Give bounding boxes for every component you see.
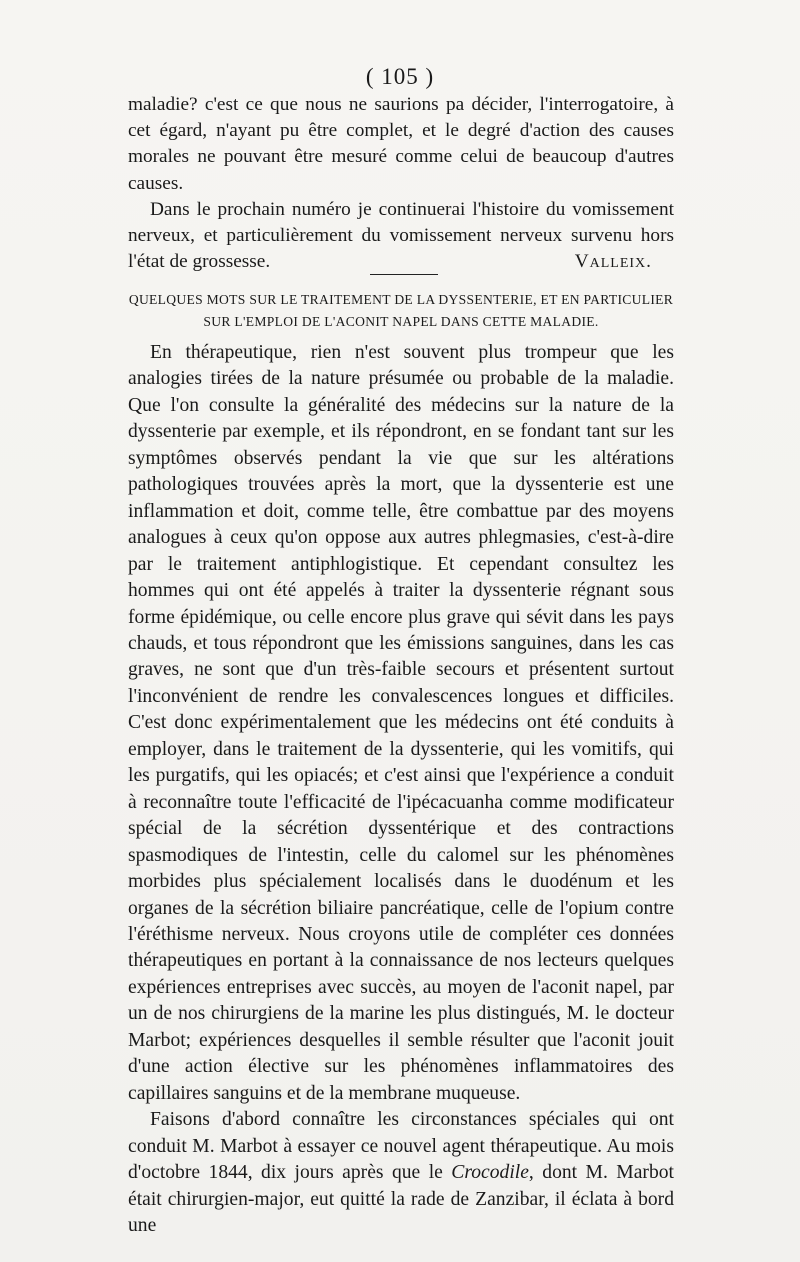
article-paragraph-text: Faisons d'abord connaître les circonstances spéciales qui ont conduit M. Marbot à essayer ce nouvel agent thérapeutique. Au mois d'octobre 1844, dix jours après que le [128,1109,674,1184]
intro-paragraph-continuation [128,197,674,276]
article-title [118,289,684,333]
article-body [128,340,674,1239]
article-paragraph: En thérapeutique, rien n'est souvent plus trompeur que les analogies tirées de la nature présumée ou probable de la maladie. Que l'on consulte la généralité des médecins sur la nature de la dyssenterie par exemple, et ils répondront, en se fondant tant sur les symptômes observés pendant la vie que sur les altérations pathologiques trouvées après la mort, que la dyssenterie est une inflammation et doit, comme telle, être combattue par des moyens analogues à ceux qu'on oppose aux autres phlegmasies, c'est-à-dire par le traitement antiphlogistique. Et cependant consultez les hommes qui ont été appelés à traiter la dyssenterie régnant sous forme épidémique, ou celle encore plus grave qui sévit dans les pays chauds, et tous répondront que les émissions sanguines, dans les cas graves, ne sont que d'un très-faible secours et présentent surtout l'inconvénient de rendre les convalescences longues et difficiles. C'est donc expérimentalement que les médecins ont été conduits à employer, dans le traitement de la dyssenterie, qui les vomitifs, qui les purgatifs, qui les opiacés; et c'est ainsi que l'expérience a conduit à reconnaître toute l'efficacité de l'ipécacuanha comme modificateur spécial de la sécrétion dyssentérique et des contractions spasmodiques de l'intestin, celle du calomel sur les phénomènes morbides plus spécialement localisés dans le duodénum et les organes de la sécrétion biliaire pancréatique, celle de l'opium contre l'éréthisme nerveux. Nous croyons utile de compléter ces données thérapeutiques en portant à la connaissance de nos lecteurs quelques expériences entreprises avec succès, au moyen de l'aconit napel, par un de nos chirurgiens de la marine les plus distingués, M. le docteur Marbot; expériences desquelles il semble résulter que l'aconit jouit d'une action élective sur les phénomènes inflammatoires des capillaires sanguins et de la membrane muqueuse. [128,342,674,1104]
page-number: ( 105 ) [365,64,435,89]
article-title-line-2: SUR L'EMPLOI DE L'ACONIT NAPEL DANS CETTE MALADIE. [203,314,599,329]
article-paragraph [128,1107,674,1239]
intro-paragraph-text: Dans le prochain numéro je continuerai l'histoire du vomissement nerveux, et particulièrement du vomissement nerveux survenu hors l'état de grossesse. [128,198,674,273]
section-divider [370,274,438,275]
author-signature: Valleix. [574,251,652,273]
article-title-line-1: QUELQUES MOTS SUR LE TRAITEMENT DE LA DYSSENTERIE, ET EN PARTICULIER [128,292,674,307]
intro-paragraph: maladie? c'est ce que nous ne saurions pa décider, l'interrogatoire, à cet égard, n'ayant pu être complet, et le degré d'action des causes morales ne pouvant être mesuré comme celui de beaucoup d'autres causes. [128,94,674,194]
ship-name: Crocodile [451,1162,529,1184]
article-paragraph-text: , dont M. Marbot était chirurgien-major, eut quitté la rade de Zanzibar, il éclata à bord une [128,1162,674,1236]
intro-section [128,92,674,275]
